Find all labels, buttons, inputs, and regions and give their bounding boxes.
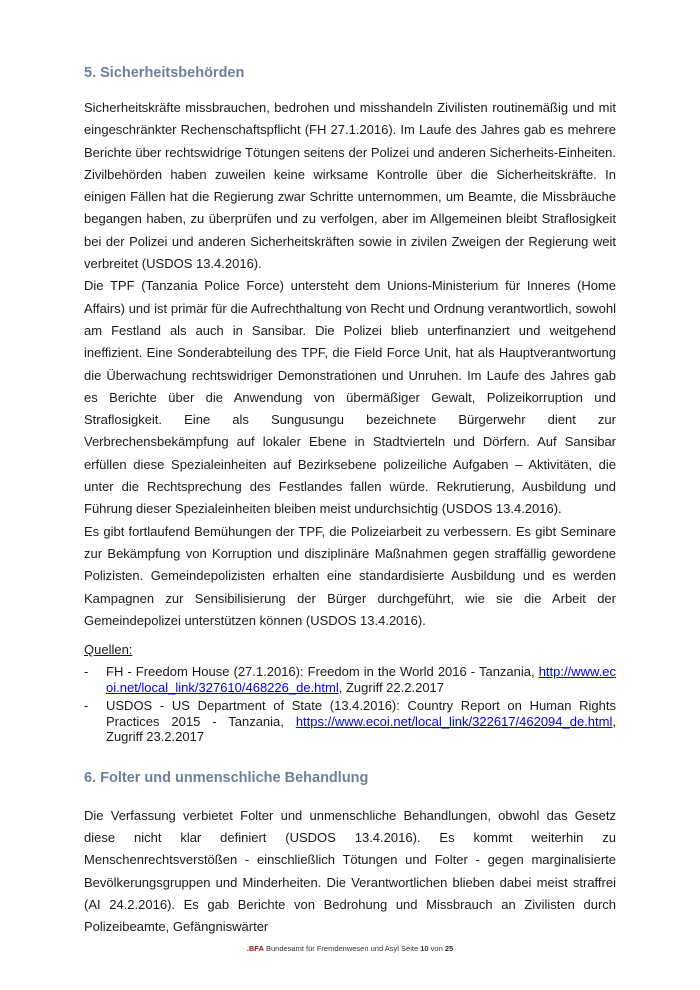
- source-link[interactable]: http://www.ecoi.net/local_link/327610/468226_de.html: [106, 664, 616, 695]
- source-link[interactable]: https://www.ecoi.net/local_link/322617/462094_de.html: [295, 713, 613, 729]
- paragraph: Es gibt fortlaufend Bemühungen der TPF, die Polizeiarbeit zu verbessern. Es gibt Seminare zur Bekämpfung von Korruption und disziplinäre Maßnahmen gegen straffällig gewordene Polizisten. Gemeindepolizisten erhalten eine standardisierte Ausbildung und es werden Kampagnen zur Sensibilisierung der Bürger durchgeführt, wie sie die Arbeit der Gemeindepolizei unterstützen können (USDOS 13.4.2016).: [84, 523, 616, 628]
- section-5-heading: 5. Sicherheitsbehörden: [84, 65, 245, 81]
- source-access-date: , Zugriff 22.2.2017: [338, 679, 445, 695]
- footer-of: von: [428, 944, 445, 954]
- page-number: 10: [420, 944, 429, 954]
- sources-list: [84, 664, 616, 745]
- source-text: USDOS - US Department of State (13.4.2016): Country Report on Human Rights Practices 2015 - Tanzania,: [106, 698, 616, 729]
- source-item: [84, 698, 616, 745]
- page-footer: [84, 944, 616, 954]
- sources-label: Quellen:: [84, 642, 133, 658]
- source-item: [84, 664, 616, 695]
- bfa-logo: .BFA: [246, 944, 264, 954]
- source-text: FH - Freedom House (27.1.2016): Freedom in the World 2016 - Tanzania,: [106, 664, 539, 680]
- footer-org: Bundesamt für Fremdenwesen und Asyl Seite: [263, 944, 421, 954]
- paragraph: Sicherheitskräfte missbrauchen, bedrohen und misshandeln Zivilisten routinemäßig und mit eingeschränkter Rechenschaftspflicht (FH 27.1.2016). Im Laufe des Jahres gab es mehrere Berichte über rechtswidrige Tötungen seitens der Polizei und anderen Sicherheits-Einheiten. Zivilbehörden haben zuweilen keine wirksame Kontrolle über die Sicherheitskräfte. In einigen Fällen hat die Regierung zwar Schritte unternommen, um Beamte, die Missbräuche begangen haben, zu überprüfen und zu verfolgen, aber im Allgemeinen bleibt Straflosigkeit bei der Polizei und anderen Sicherheitskräften sowie in zivilen Zweigen der Regierung weit verbreitet (USDOS 13.4.2016).: [84, 100, 616, 272]
- paragraph: Die Verfassung verbietet Folter und unmenschliche Behandlungen, obwohl das Gesetz diese nicht klar definiert (USDOS 13.4.2016). Es kommt weiterhin zu Menschenrechtsverstößen - einschließlich Tötungen und Folter - gegen marginalisierte Bevölkerungsgruppen und Minderheiten. Die Verantwortlichen blieben dabei meist straffrei (AI 24.2.2016). Es gab Berichte von Bedrohung und Missbrauch an Zivilisten durch Polizeibeamte, Gefängniswärter: [84, 807, 616, 935]
- section-6-heading: 6. Folter und unmenschliche Behandlung: [84, 769, 369, 786]
- paragraph: Die TPF (Tanzania Police Force) untersteht dem Unions-Ministerium für Inneres (Home Affairs) und ist primär für die Aufrechthaltung von Recht und Ordnung verantwortlich, sowohl am Festland als auch in Sansibar. Die Polizei blieb unterfinanziert und weitgehend ineffizient. Eine Sonderabteilung des TPF, die Field Force Unit, hat als Hauptverantwortung die Überwachung rechtswidriger Demonstrationen und Unruhen. Im Laufe des Jahres gab es Berichte über die Anwendung von übermäßiger Gewalt, Polizeikorruption und Straflosigkeit. Eine als Sungusungu bezeichnete Bürgerwehr dient zur Verbrechensbekämpfung auf lokaler Ebene in Stadtvierteln und Dörfern. Auf Sansibar erfüllen diese Spezialeinheiten auf Bezirksebene polizeiliche Aufgaben – Aktivitäten, die unter die Rechtsprechung des Festlandes fallen würde. Rekrutierung, Ausbildung und Führung dieser Spezialeinheiten bleiben meist undurchsichtig (USDOS 13.4.2016).: [84, 278, 616, 517]
- page-total: 25: [444, 944, 454, 954]
- source-access-date: , Zugriff 23.2.2017: [106, 713, 616, 745]
